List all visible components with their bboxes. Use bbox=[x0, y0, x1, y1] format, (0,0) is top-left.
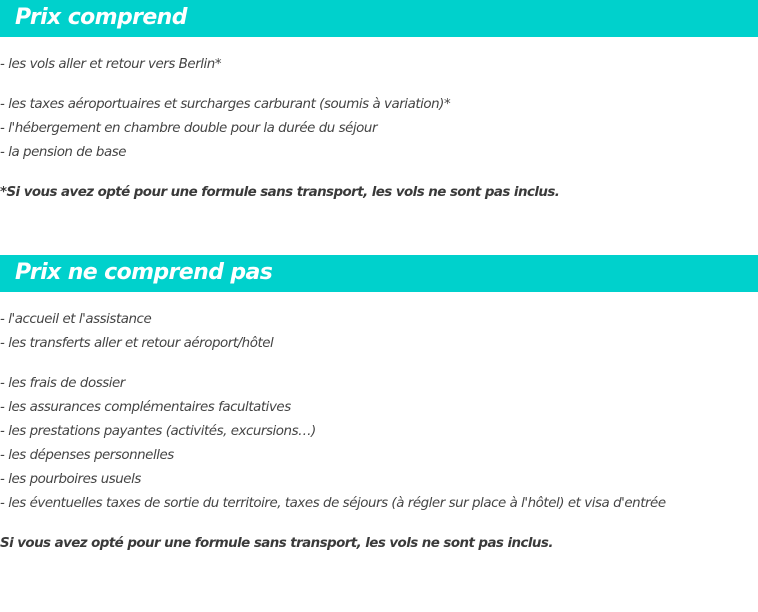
included-note: *Si vous avez opté pour une formule sans transport, les vols ne sont pas inclus. bbox=[0, 185, 560, 200]
excluded-note: Si vous avez opté pour une formule sans transport, les vols ne sont pas inclus. bbox=[0, 536, 553, 551]
included-section-header bbox=[0, 0, 758, 37]
excluded-item: - les dépenses personnelles bbox=[0, 448, 174, 463]
included-item: - les vols aller et retour vers Berlin* bbox=[0, 57, 222, 72]
excluded-section-title: Prix ne comprend pas bbox=[15, 260, 273, 285]
excluded-item: - les éventuelles taxes de sortie du territoire, taxes de séjours (à régler sur place à l'hôtel) et visa d'entrée bbox=[0, 496, 666, 511]
included-item: - l'hébergement en chambre double pour la durée du séjour bbox=[0, 121, 378, 136]
excluded-item: - les prestations payantes (activités, excursions…) bbox=[0, 424, 316, 439]
included-item: - les taxes aéroportuaires et surcharges carburant (soumis à variation)* bbox=[0, 97, 451, 112]
excluded-item: - les assurances complémentaires facultatives bbox=[0, 400, 291, 415]
included-section-title: Prix comprend bbox=[15, 5, 187, 30]
excluded-section-header bbox=[0, 255, 758, 292]
included-item: - la pension de base bbox=[0, 145, 127, 160]
excluded-item: - les frais de dossier bbox=[0, 376, 125, 391]
excluded-item: - l'accueil et l'assistance bbox=[0, 312, 152, 327]
excluded-item: - les transferts aller et retour aéroport/hôtel bbox=[0, 336, 274, 351]
excluded-item: - les pourboires usuels bbox=[0, 472, 141, 487]
